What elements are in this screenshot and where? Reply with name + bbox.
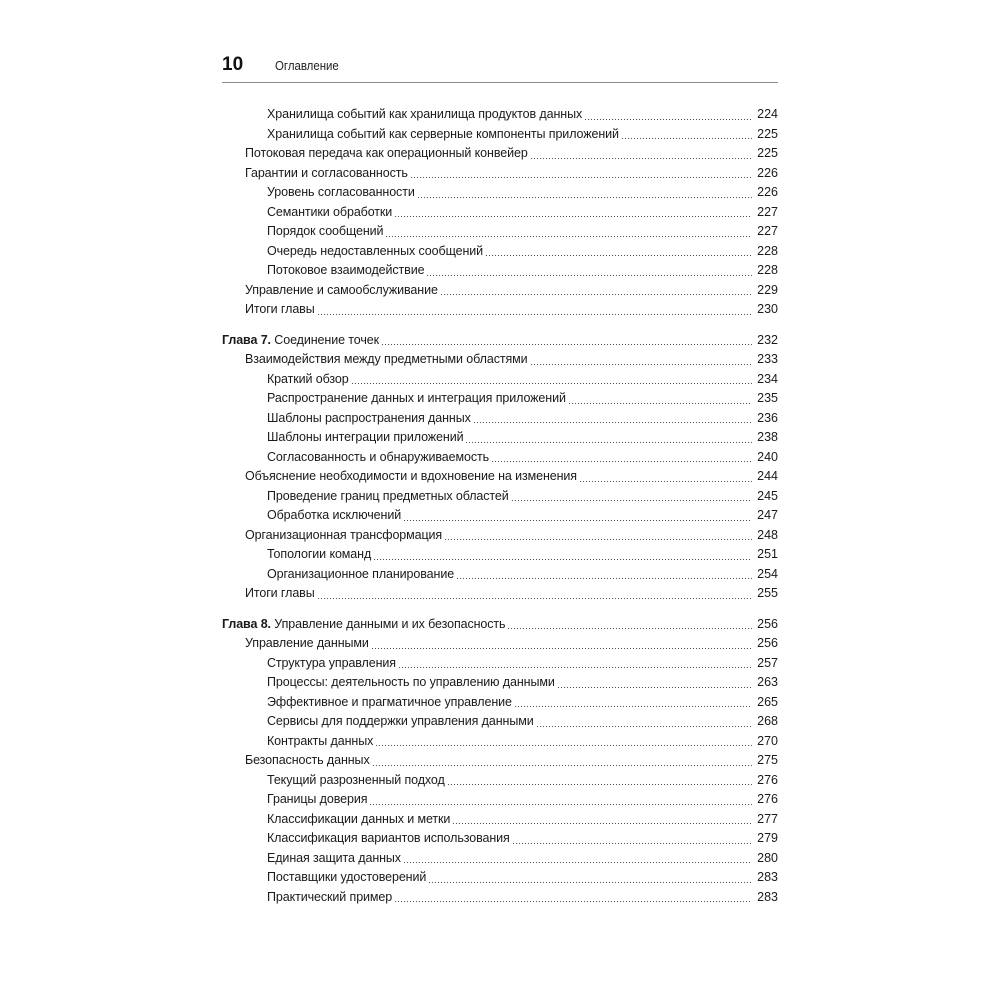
toc-entry[interactable] xyxy=(222,261,778,281)
toc-entry[interactable] xyxy=(222,506,778,526)
toc-page-number: 240 xyxy=(757,449,778,464)
toc-entry[interactable] xyxy=(222,105,778,125)
toc-entry[interactable] xyxy=(222,203,778,223)
dot-leader xyxy=(317,598,752,599)
toc-page-number: 225 xyxy=(757,126,778,141)
dot-leader xyxy=(440,294,752,295)
running-title: Оглавление xyxy=(275,58,339,73)
chapter-title: Соединение точек xyxy=(270,332,380,347)
toc-entry[interactable] xyxy=(222,164,778,184)
toc-page-number: 232 xyxy=(757,332,778,347)
toc-page-number: 255 xyxy=(757,586,778,600)
toc-entry-title: Порядок сообщений xyxy=(267,224,384,238)
dot-leader xyxy=(375,745,752,746)
toc-page-number: 230 xyxy=(757,302,778,316)
dot-leader xyxy=(373,559,752,560)
toc-entry-title: Структура управления xyxy=(267,655,396,670)
toc-entry[interactable] xyxy=(222,409,778,429)
toc-page-number: 236 xyxy=(757,410,778,425)
dot-leader xyxy=(507,628,752,629)
dot-leader xyxy=(536,726,752,727)
toc-entry-title: Распространение данных и интеграция приложений xyxy=(267,391,566,405)
toc-entry[interactable] xyxy=(222,888,778,908)
toc-entry[interactable] xyxy=(222,868,778,888)
toc-page-number: 279 xyxy=(757,831,778,845)
toc-entry[interactable] xyxy=(222,634,778,654)
toc-entry-title: Обработка исключений xyxy=(267,508,402,522)
toc-entry-title: Классификация вариантов использования xyxy=(267,831,510,845)
chapter-title: Управление данными и их безопасность xyxy=(270,616,506,631)
toc-page-number: 247 xyxy=(757,508,778,522)
dot-leader xyxy=(369,804,752,805)
toc-entry[interactable] xyxy=(222,370,778,390)
toc-page-number: 225 xyxy=(757,146,778,160)
toc-page-number: 226 xyxy=(757,165,778,180)
toc-entry[interactable] xyxy=(222,389,778,409)
toc-entry-title: Проведение границ предметных областей xyxy=(267,488,509,503)
toc-entry-title: Краткий обзор xyxy=(267,371,349,386)
dot-leader xyxy=(410,177,752,178)
toc-page-number: 228 xyxy=(757,263,778,277)
toc-page-number: 226 xyxy=(757,185,778,199)
dot-leader xyxy=(403,862,752,863)
toc-entry[interactable] xyxy=(222,428,778,448)
dot-leader xyxy=(491,461,752,462)
dot-leader xyxy=(473,422,752,423)
toc-entry-title: Единая защита данных xyxy=(267,850,401,865)
toc-entry-title: Итоги главы xyxy=(245,586,315,600)
dot-leader xyxy=(444,539,752,540)
toc-entry[interactable] xyxy=(222,487,778,507)
toc-entry[interactable] xyxy=(222,829,778,849)
toc-page-number: 227 xyxy=(757,224,778,238)
toc-entry[interactable] xyxy=(222,790,778,810)
toc-page-number: 228 xyxy=(757,243,778,258)
chapter-label: Глава 7. xyxy=(222,332,271,347)
toc-entry-title: Сервисы для поддержки управления данными xyxy=(267,714,534,728)
toc-entry[interactable] xyxy=(222,350,778,370)
chapter-label: Глава 8. xyxy=(222,616,271,631)
toc-page-number: 244 xyxy=(757,469,778,483)
dot-leader xyxy=(371,648,752,649)
toc-entry-title: Топологии команд xyxy=(267,547,372,561)
toc-entry-title: Практический пример xyxy=(267,889,393,904)
toc-entry[interactable] xyxy=(222,693,778,713)
dot-leader xyxy=(385,236,752,237)
toc-entry-title: Уровень согласованности xyxy=(267,185,415,199)
toc-page-number: 256 xyxy=(757,616,778,631)
dot-leader xyxy=(584,119,752,120)
toc-entry[interactable] xyxy=(222,771,778,791)
dot-leader xyxy=(452,823,752,824)
dot-leader xyxy=(403,520,752,521)
toc-page-number: 251 xyxy=(757,547,778,561)
toc-page-number: 280 xyxy=(757,850,778,865)
dot-leader xyxy=(530,364,752,365)
dot-leader xyxy=(372,765,752,766)
toc-page-number: 283 xyxy=(757,870,778,884)
toc-entry[interactable] xyxy=(222,467,778,487)
page-header xyxy=(222,54,778,83)
toc-entry[interactable] xyxy=(222,732,778,752)
toc-page-number: 277 xyxy=(757,811,778,826)
dot-leader xyxy=(398,667,752,668)
toc-page-number: 224 xyxy=(757,107,778,121)
page-number: 10 xyxy=(222,54,244,75)
dot-leader xyxy=(530,158,752,159)
dot-leader xyxy=(417,197,752,198)
toc-entry[interactable] xyxy=(222,584,778,604)
toc-page-number: 268 xyxy=(757,714,778,728)
dot-leader xyxy=(485,255,752,256)
dot-leader xyxy=(394,216,752,217)
toc-page-number: 275 xyxy=(757,753,778,767)
dot-leader xyxy=(621,138,752,139)
toc-page-number: 248 xyxy=(757,527,778,542)
toc-entry[interactable] xyxy=(222,242,778,262)
toc-entry-title: Очередь недоставленных сообщений xyxy=(267,243,484,258)
toc-page-number: 234 xyxy=(757,371,778,386)
toc-entry[interactable] xyxy=(222,448,778,468)
toc-page-number: 276 xyxy=(757,792,778,806)
toc-entry[interactable] xyxy=(222,125,778,145)
toc-entry[interactable] xyxy=(222,222,778,242)
dot-leader xyxy=(447,784,752,785)
toc-entry-title: Управление данными xyxy=(245,636,369,650)
toc-page-number: 265 xyxy=(757,694,778,709)
dot-leader xyxy=(381,344,752,345)
toc-page-number: 283 xyxy=(757,889,778,904)
toc-entry[interactable] xyxy=(222,565,778,585)
toc-entry-title: Шаблоны интеграции приложений xyxy=(267,430,464,444)
toc-page-number: 270 xyxy=(757,733,778,748)
toc-entry-title: Организационная трансформация xyxy=(245,527,443,542)
dot-leader xyxy=(579,481,752,482)
toc-entry-title: Классификации данных и метки xyxy=(267,811,451,826)
toc-entry[interactable] xyxy=(222,144,778,164)
toc-page-number: 229 xyxy=(757,282,778,297)
toc-page-number: 256 xyxy=(757,636,778,650)
dot-leader xyxy=(426,275,752,276)
toc-entry-title: Взаимодействия между предметными областями xyxy=(245,352,528,366)
toc-entry-title xyxy=(222,331,379,351)
dot-leader xyxy=(317,314,752,315)
toc-entry-title: Итоги главы xyxy=(245,302,315,316)
toc-entry-title: Хранилища событий как хранилища продуктов данных xyxy=(267,107,583,121)
toc-entry-title: Организационное планирование xyxy=(267,566,455,581)
dot-leader xyxy=(351,383,752,384)
toc-chapter-entry[interactable] xyxy=(222,615,778,635)
toc-entry-title: Текущий разрозненный подход xyxy=(267,772,445,787)
toc-entry-title xyxy=(222,615,505,635)
toc-entry[interactable] xyxy=(222,526,778,546)
toc-entry-title: Хранилища событий как серверные компоненты приложений xyxy=(267,126,619,141)
toc-entry-title: Семантики обработки xyxy=(267,204,393,219)
toc-page-number: 257 xyxy=(757,655,778,670)
toc-page-number: 227 xyxy=(757,204,778,219)
toc-entry-title: Потоковая передача как операционный конвейер xyxy=(245,146,528,160)
toc-chapter-entry[interactable] xyxy=(222,331,778,351)
dot-leader xyxy=(557,687,752,688)
toc-entry[interactable] xyxy=(222,849,778,869)
dot-leader xyxy=(456,578,752,579)
dot-leader xyxy=(568,403,752,404)
dot-leader xyxy=(511,500,752,501)
toc-entry-title: Потоковое взаимодействие xyxy=(267,263,425,277)
toc-entry-title: Границы доверия xyxy=(267,792,368,806)
toc-entry[interactable] xyxy=(222,751,778,771)
toc-entry-title: Гарантии и согласованность xyxy=(245,165,408,180)
toc-entry[interactable] xyxy=(222,545,778,565)
toc-entry-title: Поставщики удостоверений xyxy=(267,870,427,884)
dot-leader xyxy=(394,901,752,902)
toc-entry[interactable] xyxy=(222,810,778,830)
table-of-contents xyxy=(222,105,778,907)
toc-page-number: 254 xyxy=(757,566,778,581)
toc-entry-title: Процессы: деятельность по управлению данными xyxy=(267,675,555,689)
toc-entry[interactable] xyxy=(222,183,778,203)
toc-entry-title: Управление и самообслуживание xyxy=(245,282,438,297)
dot-leader xyxy=(512,843,752,844)
toc-page-number: 235 xyxy=(757,391,778,405)
toc-page-number: 263 xyxy=(757,675,778,689)
toc-entry-title: Эффективное и прагматичное управление xyxy=(267,694,512,709)
toc-entry[interactable] xyxy=(222,712,778,732)
toc-entry[interactable] xyxy=(222,300,778,320)
toc-page-number: 238 xyxy=(757,430,778,444)
toc-entry-title: Объяснение необходимости и вдохновение на изменения xyxy=(245,469,577,483)
toc-entry[interactable] xyxy=(222,281,778,301)
toc-entry-title: Шаблоны распространения данных xyxy=(267,410,471,425)
dot-leader xyxy=(428,882,752,883)
toc-entry-title: Контракты данных xyxy=(267,733,374,748)
toc-entry-title: Согласованность и обнаруживаемость xyxy=(267,449,490,464)
toc-entry-title: Безопасность данных xyxy=(245,753,370,767)
toc-entry[interactable] xyxy=(222,654,778,674)
toc-page-number: 233 xyxy=(757,352,778,366)
toc-page-number: 276 xyxy=(757,772,778,787)
dot-leader xyxy=(514,706,752,707)
dot-leader xyxy=(465,442,752,443)
toc-page-number: 245 xyxy=(757,488,778,503)
toc-entry[interactable] xyxy=(222,673,778,693)
